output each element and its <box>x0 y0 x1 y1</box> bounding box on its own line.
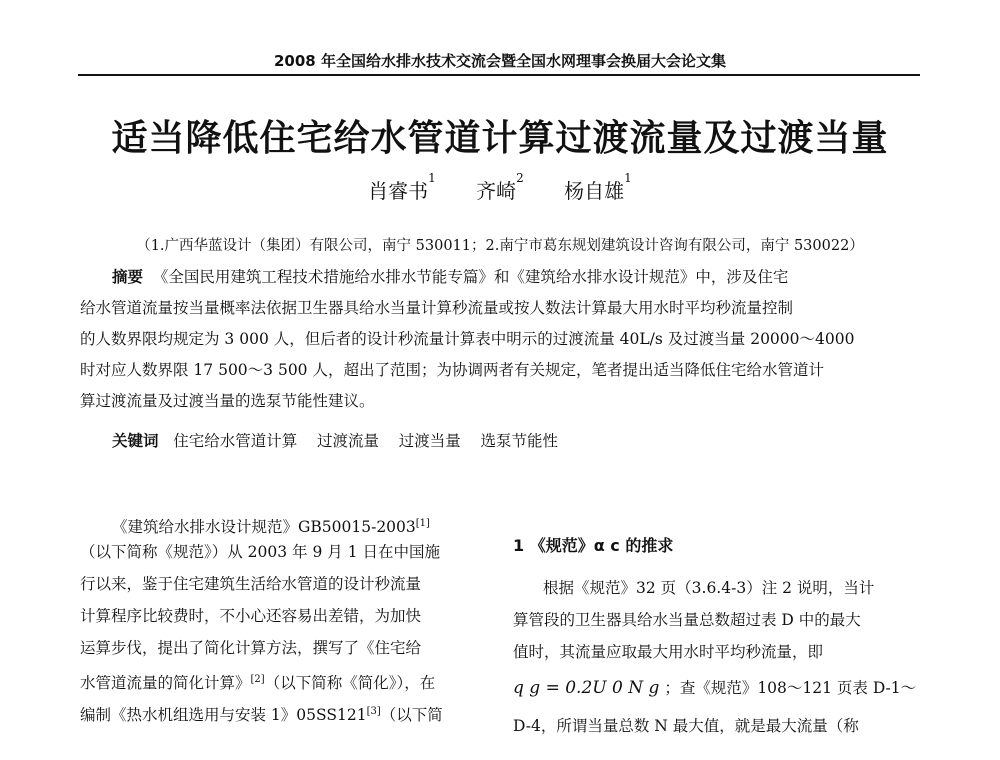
abstract-line: 算过渡流量及过渡当量的选泵节能性建议。 <box>80 392 375 410</box>
abstract-label: 摘要 <box>112 268 144 286</box>
author-affil-mark: 2 <box>516 171 524 185</box>
body-line: 编制《热水机组选用与安装 1》05SS121[3]（以下简 <box>80 706 443 725</box>
abstract-line: 摘要 《全国民用建筑工程技术措施给水排水节能专篇》和《建筑给水排水设计规范》中，涉及住宅 <box>112 268 789 286</box>
right-column <box>513 535 923 737</box>
body-line: 《建筑给水排水设计规范》GB50015-2003[1] <box>112 518 430 537</box>
left-column <box>80 513 490 723</box>
author-affil-mark: 1 <box>624 171 632 185</box>
keywords-label: 关键词 <box>112 432 159 450</box>
body-line: 值时，其流量应取最大用水时平均秒流量，即 <box>513 643 824 661</box>
author-affil-mark: 1 <box>428 171 436 185</box>
abstract-line: 的人数界限均规定为 3 000 人，但后者的设计秒流量计算表中明示的过渡流量 40L/s 及过渡当量 20000～4000 <box>80 330 855 348</box>
author-name: 杨自雄 <box>564 179 625 203</box>
paper-title: 适当降低住宅给水管道计算过渡流量及过渡当量 <box>111 118 889 159</box>
keywords <box>112 430 954 452</box>
body-line: q g = 0.2U 0 N g ；查《规范》108～121 页表 D-1～ <box>513 678 917 698</box>
body-line: 算管段的卫生器具给水当量总数超过表 D 中的最大 <box>513 611 861 629</box>
body-line: 运算步伐，提出了简化计算方法，撰写了《住宅给 <box>80 639 422 657</box>
body-line: 根据《规范》32 页（3.6.4-3）注 2 说明，当计 <box>543 579 875 597</box>
abstract-line: 给水管道流量按当量概率法依据卫生器具给水当量计算秒流量或按人数法计算最大用水时平均秒流量控制 <box>80 299 794 317</box>
formula: q g = 0.2U 0 N g <box>513 678 660 698</box>
header-rule <box>78 74 920 76</box>
keyword: 住宅给水管道计算 <box>173 432 298 450</box>
keyword: 选泵节能性 <box>480 432 559 450</box>
body-line: 行以来，鉴于住宅建筑生活给水管道的设计秒流量 <box>80 575 422 593</box>
abstract-line: 时对应人数界限 17 500～3 500 人，超出了范围；为协调两者有关规定，笔者提出适当降低住宅给水管道计 <box>80 361 824 379</box>
body-line: 计算程序比较费时，不小心还容易出差错，为加快 <box>80 607 422 625</box>
author-name: 齐崎 <box>476 179 517 203</box>
section-heading: 1 《规范》α c 的推求 <box>513 536 674 555</box>
affiliation: （1.广西华蓝设计（集团）有限公司，南宁 530011；2.南宁市葛东规划建筑设计咨询有限公司，南宁 530022） <box>136 238 864 254</box>
body-line: 水管道流量的简化计算》[2]（以下简称《简化》），在 <box>80 674 436 693</box>
keyword: 过渡当量 <box>398 432 461 450</box>
author-name: 肖睿书 <box>368 179 429 203</box>
running-header: 2008 年全国给水排水技术交流会暨全国水网理事会换届大会论文集 <box>274 52 726 70</box>
body-line: D-4，所谓当量总数 N 最大值，就是最大流量（称 <box>513 717 859 735</box>
authors <box>0 171 1000 204</box>
keyword: 过渡流量 <box>317 432 380 450</box>
body-line: （以下简称《规范》）从 2003 年 9 月 1 日在中国施 <box>80 543 440 561</box>
